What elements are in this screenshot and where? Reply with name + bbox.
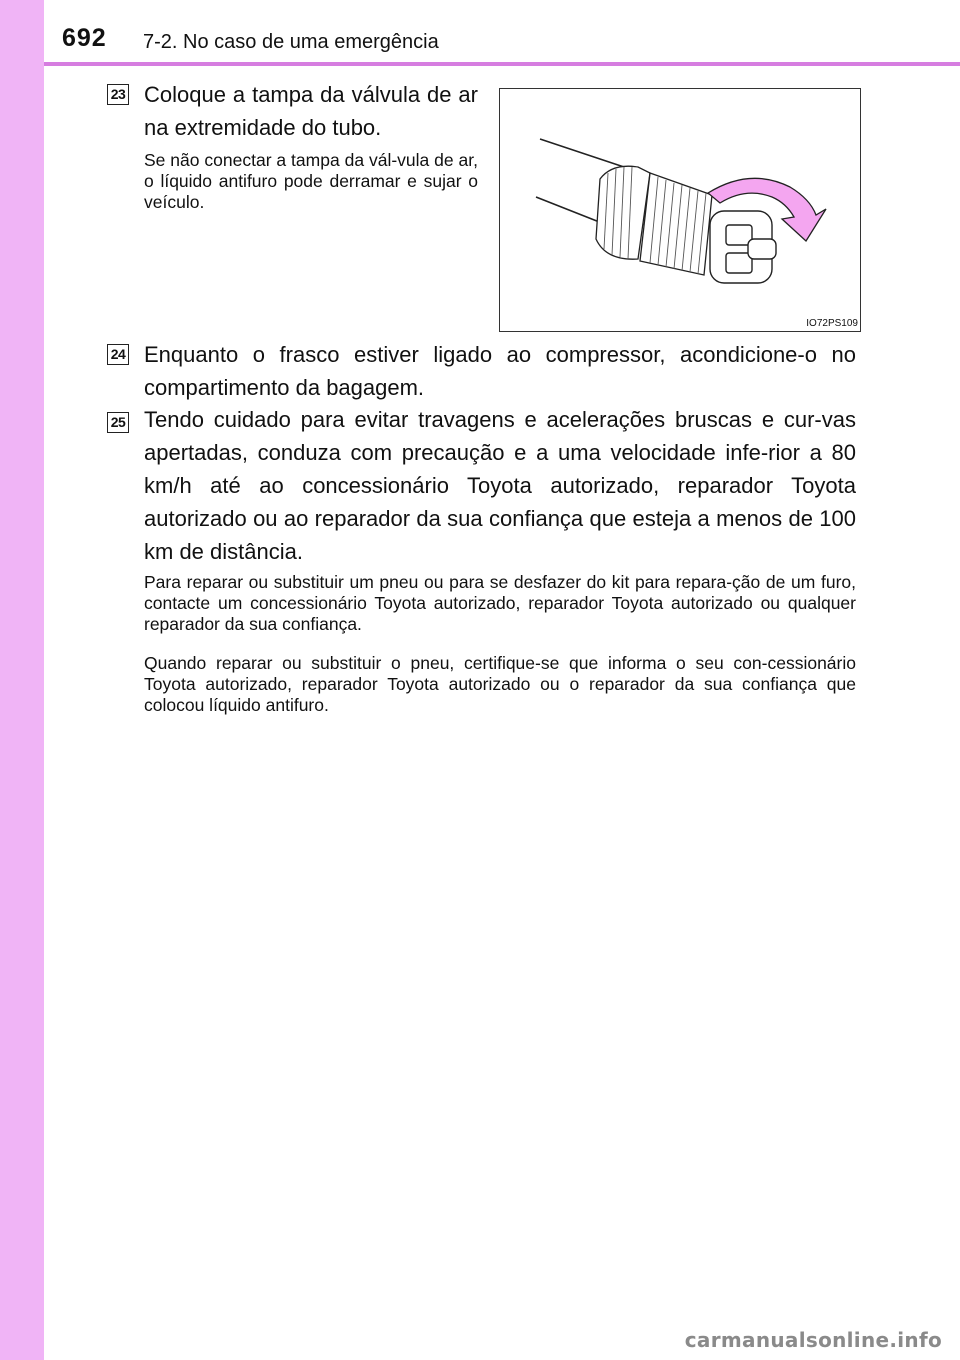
page-number: 692 xyxy=(62,24,107,52)
step-25-note-2: Quando reparar ou substituir o pneu, certifique-se que informa o seu con-cessionário Toyota autorizado, reparador Toyota autorizado ou o reparador da sua confiança que colocou líquido antifuro. xyxy=(144,653,856,715)
watermark: carmanualsonline.info xyxy=(684,1328,942,1352)
chapter-tab-strip xyxy=(0,0,44,1360)
step-23-note: Se não conectar a tampa da vál-vula de ar, o líquido antifuro pode derramar e sujar o veículo. xyxy=(144,150,478,212)
tube-valve-drawing xyxy=(500,89,860,331)
valve-cap-illustration xyxy=(499,88,861,332)
step-25-text: Tendo cuidado para evitar travagens e acelerações bruscas e cur-vas apertadas, conduza com precaução e a uma velocidade infe-rior a 80 km/h até ao concessionário Toyota autorizado, reparador Toyota autorizado ou ao reparador da sua confiança que esteja a menos de 100 km de distância. xyxy=(144,407,856,564)
header-rule xyxy=(44,62,960,66)
step-23-text: Coloque a tampa da válvula de ar na extremidade do tubo. xyxy=(144,82,478,140)
step-number-badge: 25 xyxy=(107,412,129,433)
step-number-badge: 23 xyxy=(107,84,129,105)
step-number-badge: 24 xyxy=(107,344,129,365)
step-25-note-1: Para reparar ou substituir um pneu ou para se desfazer do kit para repara-ção de um furo, contacte um concessionário Toyota autorizado, reparador Toyota autorizado ou qualquer reparador da sua confiança. xyxy=(144,572,856,634)
section-title: 7-2. No caso de uma emergência xyxy=(143,31,439,53)
figure-code: IO72PS109 xyxy=(806,318,858,329)
step-24-text: Enquanto o frasco estiver ligado ao compressor, acondicione-o no compartimento da bagagem. xyxy=(144,342,856,400)
